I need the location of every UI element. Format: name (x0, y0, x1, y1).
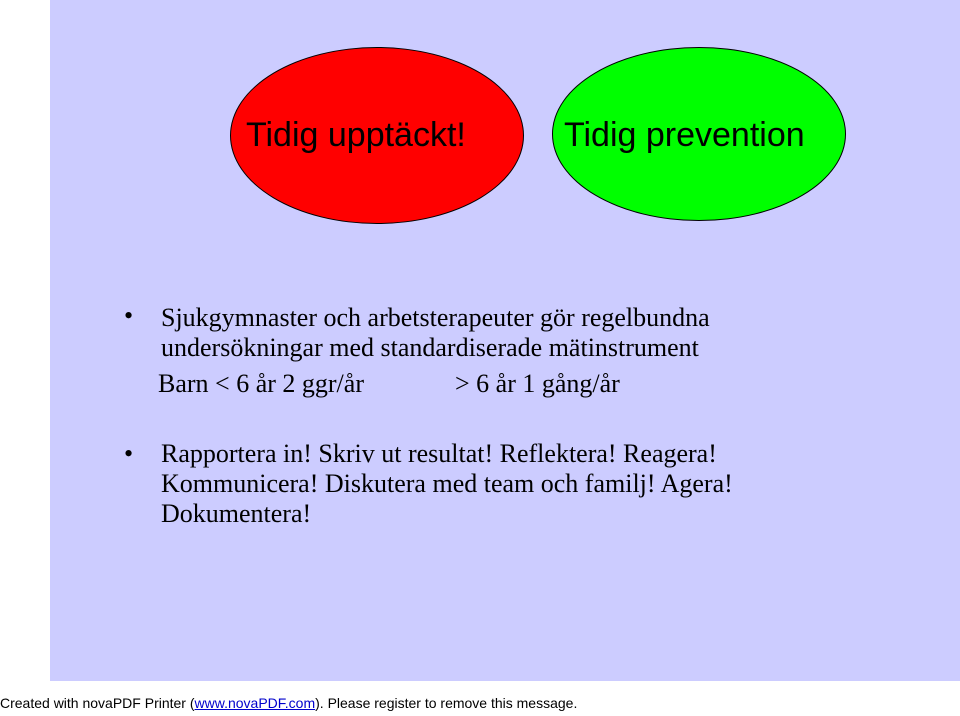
bullet-1-line-2: undersökningar med standardiserade mätinstrument (161, 333, 699, 362)
sub-line-right: > 6 år 1 gång/år (455, 369, 620, 398)
bullet-dot-icon: • (124, 439, 134, 468)
tidig-upptackt-label: Tidig upptäckt! (246, 116, 466, 154)
footer-link[interactable]: www.novaPDF.com (194, 695, 316, 711)
novapdf-footer (0, 696, 577, 710)
sub-line-left: Barn < 6 år 2 ggr/år (158, 369, 364, 398)
tidig-prevention-label: Tidig prevention (564, 116, 805, 154)
bullet-1-line-1: Sjukgymnaster och arbetsterapeuter gör regelbundna (161, 303, 710, 332)
footer-prefix: Created with novaPDF Printer ( (0, 695, 195, 711)
footer-suffix: ). Please register to remove this message. (315, 695, 578, 711)
bullet-2-line-1: Rapportera in! Skriv ut resultat! Reflektera! Reagera! (161, 439, 717, 468)
bullet-dot-icon: • (124, 301, 134, 330)
bullet-2-line-3: Dokumentera! (161, 499, 312, 528)
bullet-2-line-2: Kommunicera! Diskutera med team och familj! Agera! (161, 469, 733, 498)
slide (50, 0, 960, 681)
